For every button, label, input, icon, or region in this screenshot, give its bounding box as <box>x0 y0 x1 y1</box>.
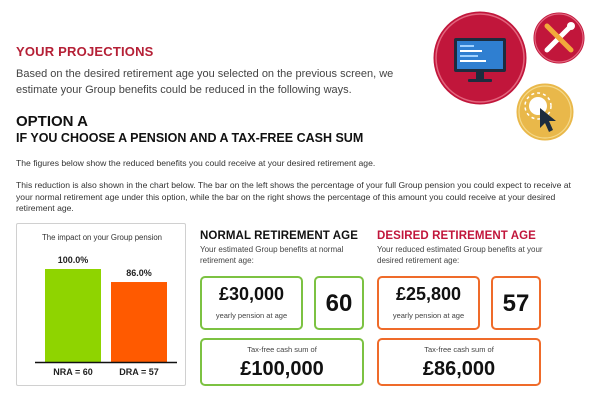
dra-pension-caption: yearly pension at age <box>392 311 465 320</box>
option-subtitle: IF YOU CHOOSE A PENSION AND A TAX-FREE CASH SUM <box>16 131 364 145</box>
nra-cash-box <box>200 338 364 386</box>
dra-title: DESIRED RETIREMENT AGE <box>377 230 536 242</box>
dra-description: Your reduced estimated Group benefits at your desired retirement age: <box>377 245 543 265</box>
x-tick-label-dra: DRA = 57 <box>119 367 159 377</box>
bar-value-label-nra: 100.0% <box>57 255 89 265</box>
monitor-code-icon <box>432 10 528 106</box>
chart-explanation: This reduction is also shown in the chart below. The bar on the left shows the percentage of your full Group pension you could expect to receive at your normal retirement age under this option, while the bar on the right shows the percentage of this amount you could receive at your desired retirement age. <box>16 180 571 213</box>
nra-age-box <box>314 276 364 330</box>
bar-nra <box>45 269 101 362</box>
nra-description: Your estimated Group benefits at normal retirement age: <box>200 245 344 265</box>
dra-cash-label: Tax-free cash sum of <box>424 345 494 354</box>
nra-pension-caption: yearly pension at age <box>215 311 288 320</box>
chart-title: The impact on your Group pension <box>41 233 163 242</box>
hero-illustration <box>420 0 600 155</box>
dra-cash-value: £86,000 <box>422 358 496 380</box>
pension-impact-chart <box>16 223 186 386</box>
dra-cash-box <box>377 338 541 386</box>
cursor-click-icon <box>515 82 575 142</box>
bar-value-label-dra: 86.0% <box>126 268 152 279</box>
nra-cash-label: Tax-free cash sum of <box>247 345 317 354</box>
dra-pension-box <box>377 276 480 330</box>
nra-pension-box <box>200 276 303 330</box>
bar-dra <box>111 282 167 362</box>
projections-title: YOUR PROJECTIONS <box>16 44 154 59</box>
nra-pension-value: £30,000 <box>218 284 285 304</box>
nra-age-value: 60 <box>325 290 353 317</box>
dra-pension-value: £25,800 <box>395 284 462 304</box>
chart-canvas <box>17 224 187 387</box>
nra-cash-value: £100,000 <box>240 358 324 380</box>
normal-retirement-section <box>200 230 405 380</box>
tools-icon <box>532 11 586 65</box>
nra-title: NORMAL RETIREMENT AGE <box>200 230 358 242</box>
desired-retirement-section <box>377 230 582 380</box>
option-description: The figures below show the reduced benefits you could receive at your desired retirement age. <box>16 158 376 168</box>
projections-intro: Based on the desired retirement age you selected on the previous screen, we estimate your Group benefits could be reduced in the following ways. <box>16 68 394 96</box>
dra-age-box <box>491 276 541 330</box>
option-title: OPTION A <box>16 113 88 130</box>
x-tick-label-nra: NRA = 60 <box>53 367 93 377</box>
dra-age-value: 57 <box>502 290 530 317</box>
